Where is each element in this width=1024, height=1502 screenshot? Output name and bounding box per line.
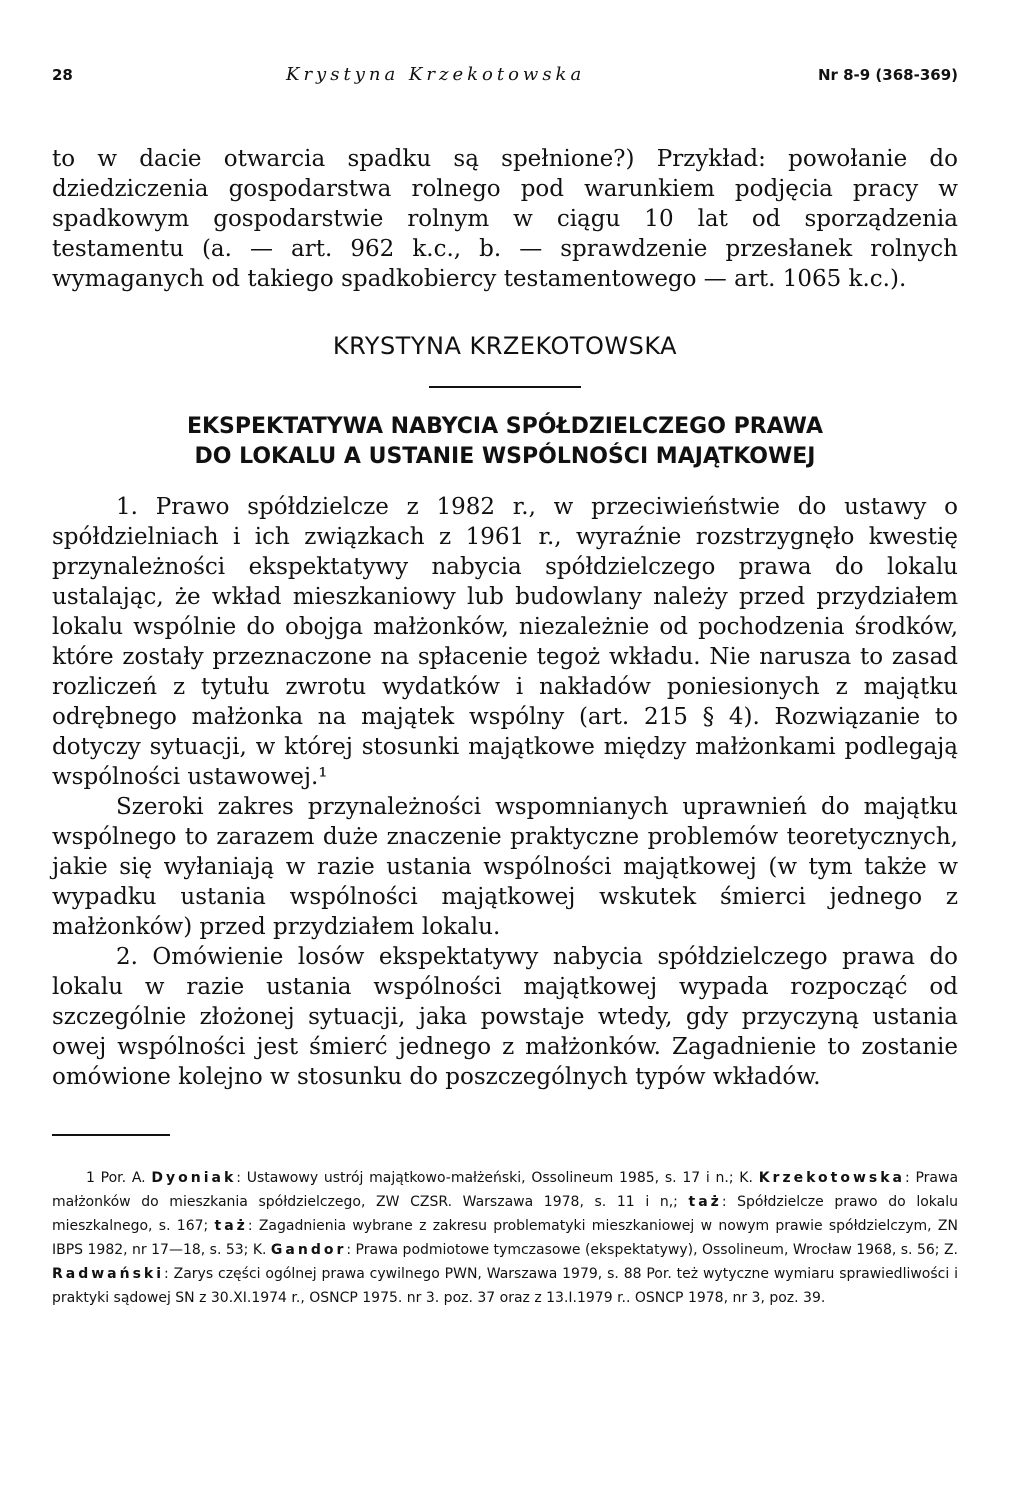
footnote-text: : Zarys części ogólnej prawa cywilnego PWN, Warszawa 1979, s. 88 Por. też wytyczne wymiaru sprawiedliwości i praktyki sądowej SN z 30.XI.1974 r., OSNCP 1975. nr 3. poz. 37 oraz z 13.I.1979 r.. OSNCP 1978, nr 3, poz. 39.	[52, 1266, 958, 1306]
footnote-text: : Prawa małżonków do mieszkania spółdzielczego, ZW CZSR. Warszawa 1978, s. 11 i n,;	[52, 1170, 959, 1210]
body-paragraph-2: Szeroki zakres przynależności wspomnianych uprawnień do majątku wspólnego to zarazem duże znaczenie praktyczne problemów teoretycznych, jakie się wyłaniają w razie ustania wspólności majątkowej (w tym także w wypadku ustania wspólności majątkowej wskutek śmierci jednego z małżonków) przed przydziałem lokalu.	[52, 794, 958, 940]
cited-author: Radwański	[52, 1266, 165, 1282]
article-title-line-1: EKSPEKTATYWA NABYCIA SPÓŁDZIELCZEGO PRAWA	[186, 414, 823, 439]
page-number: 28	[52, 66, 73, 84]
body-paragraph-1: 1. Prawo spółdzielcze z 1982 r., w przeciwieństwie do ustawy o spółdzielniach i ich związkach z 1961 r., wyraźnie rozstrzygnęło kwestię przynależności ekspektatywy nabycia spółdzielczego prawa do lokalu ustalając, że wkład mieszkaniowy lub budowlany należy przed przydziałem lokalu wspólnie do obojga małżonków, niezależnie od pochodzenia środków, które zostały przeznaczone na spłacenie tegoż wkładu. Nie narusza to zasad rozliczeń z tytułu zwrotu wydatków i nakładów poniesionych z majątku odrębnego małżonka na majątek wspólny (art. 215 § 4). Rozwiązanie to dotyczy sytuacji, w której stosunki majątkowe między małżonkami podlegają wspólności ustawowej.¹	[52, 494, 958, 790]
cited-author: Gandor	[270, 1242, 347, 1258]
footnote-text: Por. A.	[100, 1170, 146, 1186]
issue-number: Nr 8-9 (368-369)	[817, 66, 958, 84]
intro-paragraph: to w dacie otwarcia spadku są spełnione?) Przykład: powołanie do dziedziczenia gospodarstwa rolnego pod warunkiem podjęcia pracy w spadkowym gospodarstwie rolnym w ciągu 10 lat od sporządzenia testamentu (a. — art. 962 k.c., b. — sprawdzenie przesłanek rolnych wymaganych od takiego spadkobiercy testamentowego — art. 1065 k.c.).	[52, 146, 958, 292]
cited-author: Dyoniak	[151, 1170, 237, 1186]
article-title-line-2: DO LOKALU A USTANIE WSPÓLNOŚCI MAJĄTKOWEJ	[194, 444, 816, 469]
article-author: KRYSTYNA KRZEKOTOWSKA	[332, 332, 678, 360]
running-head-author: Krystyna Krzekotowska	[286, 64, 586, 85]
article-title	[52, 412, 958, 472]
footnote-text: : Spółdzielcze prawo do lokalu mieszkalnego, s. 167;	[52, 1194, 958, 1234]
footnote-number: 1	[86, 1170, 95, 1186]
cited-author: Krzekotowska	[758, 1170, 905, 1186]
footnote-text: : Ustawowy ustrój majątkowo-małżeński, Ossolineum 1985, s. 17 i n.; K.	[236, 1170, 753, 1186]
running-header	[52, 60, 958, 92]
footnote-divider	[52, 1134, 170, 1136]
body-paragraph-3: 2. Omówienie losów ekspektatywy nabycia spółdzielczego prawa do lokalu w razie ustania wspólności majątkowej wypada rozpocząć od szczególnie złożonej sytuacji, jaka powstaje wtedy, gdy przyczyną ustania owej wspólności jest śmierć jednego z małżonków. Zagadnienie to zostanie omówione kolejno w stosunku do poszczególnych typów wkładów.	[52, 944, 958, 1090]
title-divider	[429, 386, 581, 388]
footnote-text: : Prawa podmiotowe tymczasowe (ekspektatywy), Ossolineum, Wrocław 1968, s. 56; Z.	[346, 1242, 958, 1258]
cited-author: taż	[688, 1194, 722, 1210]
footnote-1	[52, 1166, 958, 1310]
footnote-text: : Zagadnienia wybrane z zakresu problematyki mieszkaniowej w nowym prawie spółdzielczym, ZN IBPS 1982, nr 17—18, s. 53; K.	[52, 1218, 958, 1258]
cited-author: taż	[214, 1218, 248, 1234]
